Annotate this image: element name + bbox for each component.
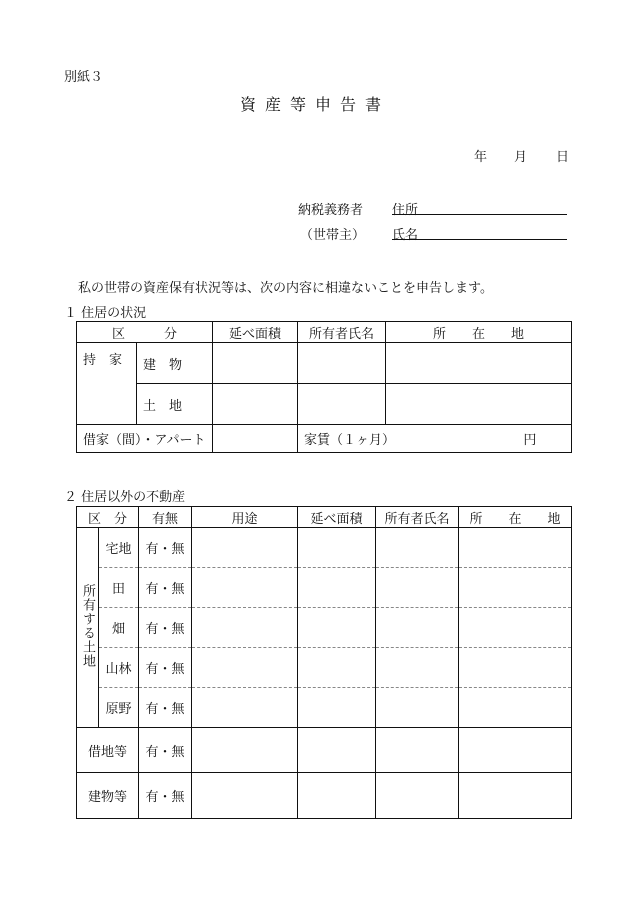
usage-cell[interactable]: [192, 688, 298, 728]
owner-name-cell[interactable]: [376, 648, 459, 688]
owner-name-cell[interactable]: [376, 608, 459, 648]
col-header-presence: 有無: [139, 507, 192, 528]
building-area-cell[interactable]: [213, 343, 298, 384]
location-cell[interactable]: [459, 773, 572, 819]
owner-name-cell[interactable]: [376, 688, 459, 728]
usage-cell[interactable]: [192, 528, 298, 568]
owner-name-cell[interactable]: [376, 568, 459, 608]
address-field[interactable]: [392, 214, 567, 215]
row-label-building: 建 物: [137, 343, 213, 384]
usage-cell[interactable]: [192, 728, 298, 773]
rent-unit: 円: [523, 433, 537, 448]
land-type-field: 畑: [99, 608, 139, 648]
row-label-buildings: 建物等: [77, 773, 139, 819]
col-header-floor-area: 延べ面積: [298, 507, 376, 528]
row-label-land: 土 地: [137, 384, 213, 425]
attachment-ref: 別紙３: [64, 70, 104, 85]
section2-heading: ２ 住居以外の不動産: [64, 490, 186, 505]
location-cell[interactable]: [459, 648, 572, 688]
building-owner-cell[interactable]: [298, 343, 386, 384]
name-field[interactable]: [392, 239, 567, 240]
presence-choice[interactable]: 有・無: [139, 568, 192, 608]
owned-home-label: 持 家: [77, 343, 137, 425]
col-header-location: 所 在 地: [386, 322, 572, 343]
col-header-owner-name: 所有者氏名: [298, 322, 386, 343]
owner-name-cell[interactable]: [376, 773, 459, 819]
presence-choice[interactable]: 有・無: [139, 688, 192, 728]
location-cell[interactable]: [459, 688, 572, 728]
rental-area-cell[interactable]: [213, 425, 298, 453]
location-cell[interactable]: [459, 528, 572, 568]
rent-label: 家賃（１ヶ月）: [304, 433, 396, 448]
col-header-usage: 用途: [192, 507, 298, 528]
land-area-cell[interactable]: [213, 384, 298, 425]
floor-area-cell[interactable]: [298, 728, 376, 773]
presence-choice[interactable]: 有・無: [139, 608, 192, 648]
rent-cell[interactable]: [298, 425, 572, 453]
location-cell[interactable]: [459, 608, 572, 648]
date-year-label: 年: [474, 150, 488, 165]
real-estate-table: [76, 506, 572, 819]
owner-name-cell[interactable]: [376, 728, 459, 773]
presence-choice[interactable]: 有・無: [139, 728, 192, 773]
usage-cell[interactable]: [192, 608, 298, 648]
name-label: 氏名: [392, 228, 419, 243]
floor-area-cell[interactable]: [298, 608, 376, 648]
date-day-label: 日: [556, 150, 570, 165]
land-owner-cell[interactable]: [298, 384, 386, 425]
col-header-owner-name: 所有者氏名: [376, 507, 459, 528]
presence-choice[interactable]: 有・無: [139, 773, 192, 819]
floor-area-cell[interactable]: [298, 568, 376, 608]
col-header-floor-area: 延べ面積: [213, 322, 298, 343]
owned-land-group: [77, 528, 99, 728]
section1-heading: １ 住居の状況: [64, 306, 147, 321]
col-header-category: 区 分: [77, 322, 213, 343]
land-type-paddy: 田: [99, 568, 139, 608]
floor-area-cell[interactable]: [298, 688, 376, 728]
location-cell[interactable]: [459, 728, 572, 773]
presence-choice[interactable]: 有・無: [139, 528, 192, 568]
taxpayer-label: 納税義務者: [298, 203, 364, 218]
residence-table: [76, 321, 572, 453]
building-location-cell[interactable]: [386, 343, 572, 384]
date-month-label: 月: [514, 150, 528, 165]
owner-name-cell[interactable]: [376, 528, 459, 568]
address-label: 住所: [392, 203, 419, 218]
col-header-location: 所 在 地: [459, 507, 572, 528]
floor-area-cell[interactable]: [298, 648, 376, 688]
land-location-cell[interactable]: [386, 384, 572, 425]
land-type-wasteland: 原野: [99, 688, 139, 728]
usage-cell[interactable]: [192, 568, 298, 608]
row-label-leased-land: 借地等: [77, 728, 139, 773]
household-head-label: （世帯主）: [300, 228, 366, 243]
floor-area-cell[interactable]: [298, 528, 376, 568]
location-cell[interactable]: [459, 568, 572, 608]
usage-cell[interactable]: [192, 648, 298, 688]
rental-label: 借家（間）・アパート: [77, 425, 213, 453]
floor-area-cell[interactable]: [298, 773, 376, 819]
land-type-forest: 山林: [99, 648, 139, 688]
presence-choice[interactable]: 有・無: [139, 648, 192, 688]
declaration-text: 私の世帯の資産保有状況等は、次の内容に相違ないことを申告します。: [78, 281, 493, 296]
usage-cell[interactable]: [192, 773, 298, 819]
land-type-residential: 宅地: [99, 528, 139, 568]
col-header-category: 区 分: [77, 507, 139, 528]
page-title: 資産等申告書: [239, 95, 390, 114]
owned-land-label: 所有する土地: [80, 583, 95, 668]
